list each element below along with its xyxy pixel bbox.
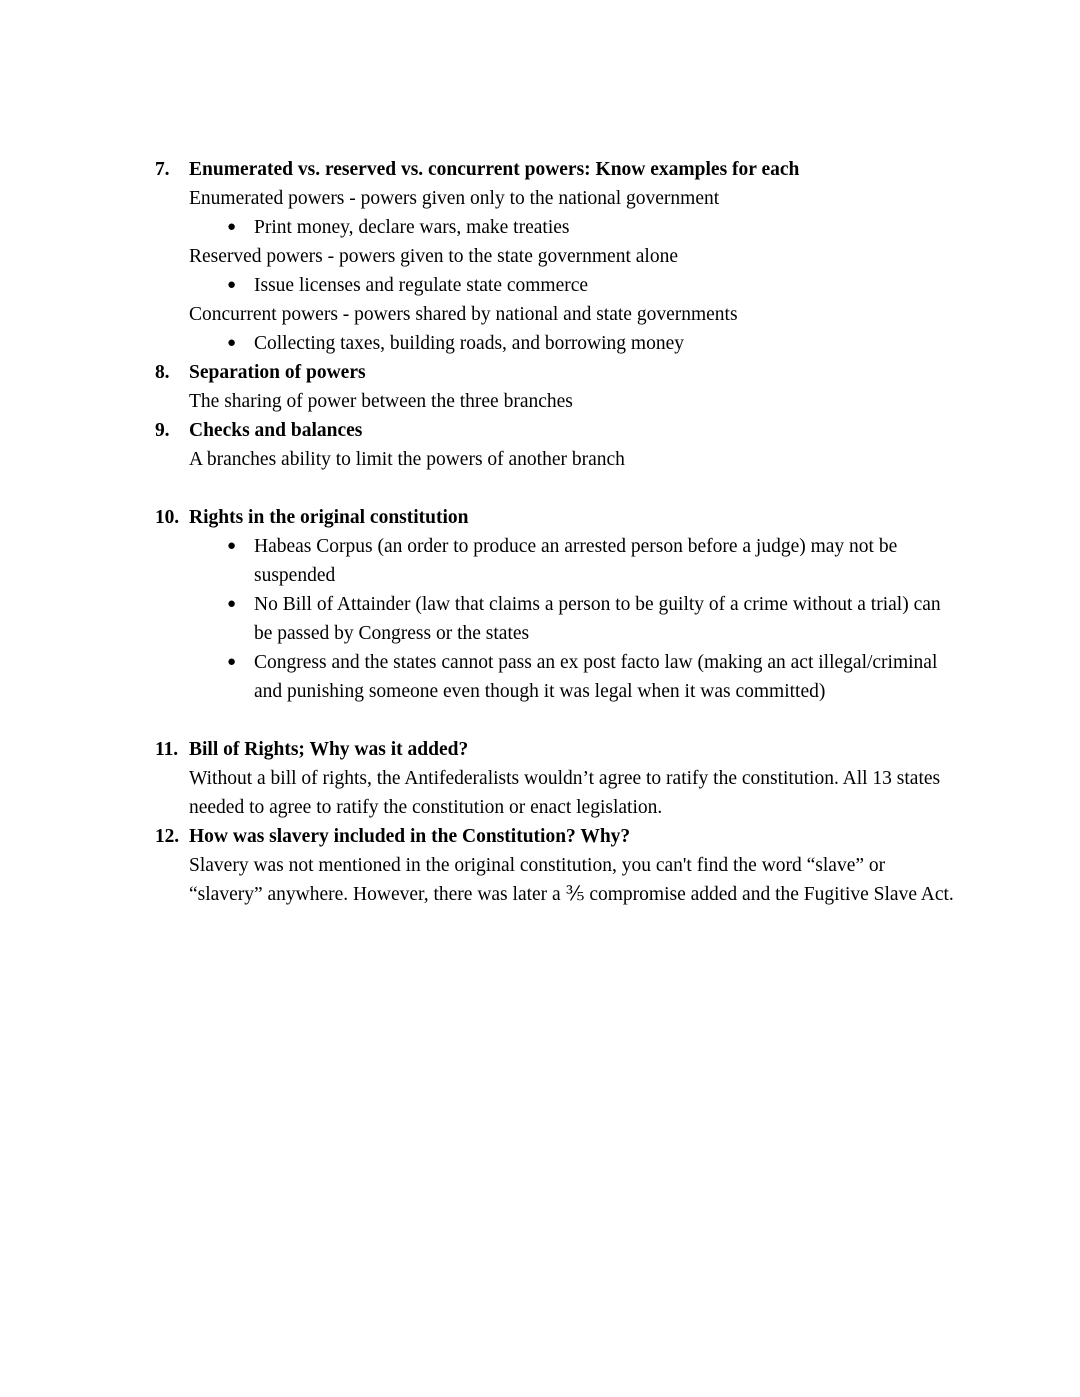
bullet-item	[227, 213, 960, 242]
outline-item-number: 8.	[155, 362, 170, 383]
bullet-item	[227, 532, 960, 590]
bullet-item-text: Congress and the states cannot pass an ex post facto law (making an act illegal/criminal and punishing someone even though it was legal when it was committed)	[254, 652, 938, 702]
outline-item-title: Enumerated vs. reserved vs. concurrent powers: Know examples for each	[189, 159, 800, 180]
outline-item-paragraph: Concurrent powers - powers shared by national and state governments	[189, 304, 738, 325]
outline-item-number: 11.	[155, 739, 178, 760]
outline-item-number: 10.	[155, 507, 180, 528]
bullet-dot-icon: ●	[227, 538, 237, 554]
outline-item-paragraph: Enumerated powers - powers given only to the national government	[189, 188, 720, 209]
bullet-dot-icon: ●	[227, 335, 237, 351]
outline-item-title: Separation of powers	[189, 362, 366, 383]
outline-item-paragraph: Slavery was not mentioned in the original constitution, you can't find the word “slave” or “slavery” anywhere. However, there was later a ⅗ compromise added and the Fugitive Slave Act.	[189, 855, 954, 905]
outline-list	[155, 155, 960, 909]
outline-item-paragraph: The sharing of power between the three branches	[189, 391, 573, 412]
outline-item-body	[189, 155, 960, 358]
outline-item-body	[189, 358, 960, 416]
outline-item-title: Rights in the original constitution	[189, 507, 469, 528]
paragraph-spacer	[155, 706, 960, 735]
outline-item-body	[189, 503, 960, 706]
outline-item-number: 9.	[155, 420, 170, 441]
bullet-item	[227, 590, 960, 648]
outline-item	[155, 503, 960, 706]
outline-item-title: Checks and balances	[189, 420, 363, 441]
outline-item	[155, 358, 960, 416]
outline-item-number: 7.	[155, 159, 170, 180]
outline-item-title: How was slavery included in the Constitution? Why?	[189, 826, 631, 847]
outline-item-body	[189, 735, 960, 822]
bullet-dot-icon: ●	[227, 277, 237, 293]
outline-item-title: Bill of Rights; Why was it added?	[189, 739, 469, 760]
bullet-list	[227, 532, 960, 706]
bullet-item-text: Collecting taxes, building roads, and borrowing money	[254, 333, 685, 354]
outline-item-paragraph: A branches ability to limit the powers of another branch	[189, 449, 625, 470]
bullet-dot-icon: ●	[227, 596, 237, 612]
paragraph-spacer	[155, 474, 960, 503]
bullet-dot-icon: ●	[227, 219, 237, 235]
bullet-list	[227, 329, 960, 358]
outline-item	[155, 822, 960, 909]
bullet-dot-icon: ●	[227, 654, 237, 670]
outline-item-paragraph: Reserved powers - powers given to the state government alone	[189, 246, 678, 267]
bullet-item	[227, 329, 960, 358]
bullet-item-text: Issue licenses and regulate state commerce	[254, 275, 589, 296]
bullet-item-text: Print money, declare wars, make treaties	[254, 217, 570, 238]
outline-item-paragraph: Without a bill of rights, the Antifederalists wouldn’t agree to ratify the constitution. All 13 states needed to agree to ratify the constitution or enact legislation.	[189, 768, 941, 818]
outline-item	[155, 155, 960, 358]
bullet-list	[227, 271, 960, 300]
outline-item-body	[189, 416, 960, 474]
outline-item-number: 12.	[155, 826, 180, 847]
outline-item	[155, 416, 960, 474]
bullet-item-text: Habeas Corpus (an order to produce an arrested person before a judge) may not be suspended	[254, 536, 898, 586]
outline-item-body	[189, 822, 960, 909]
outline-item	[155, 735, 960, 822]
bullet-list	[227, 213, 960, 242]
bullet-item-text: No Bill of Attainder (law that claims a person to be guilty of a crime without a trial) can be passed by Congress or the states	[254, 594, 941, 644]
bullet-item	[227, 648, 960, 706]
bullet-item	[227, 271, 960, 300]
